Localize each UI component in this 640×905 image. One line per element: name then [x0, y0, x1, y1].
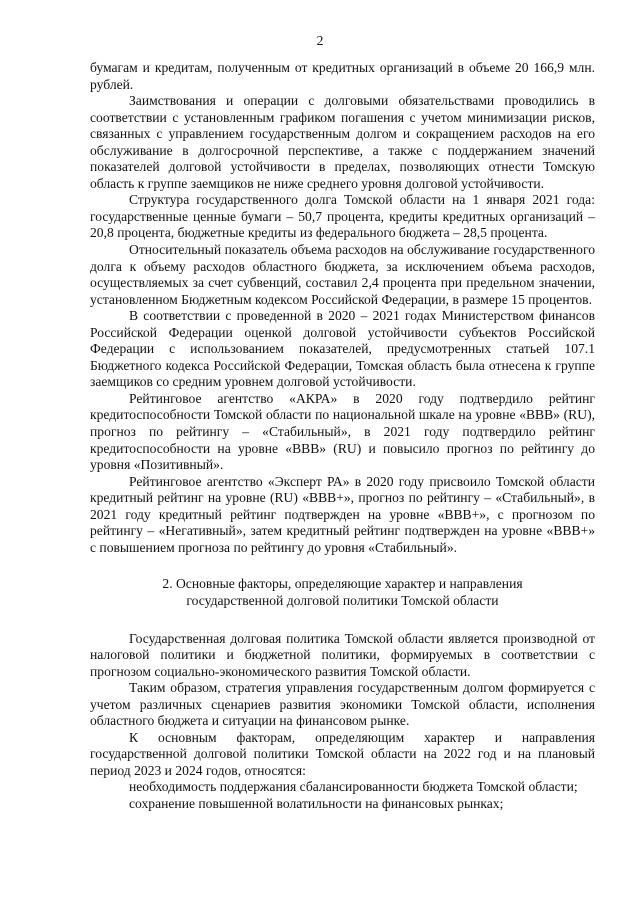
document-body: [90, 60, 595, 813]
paragraph-factors-intro: К основным факторам, определяющим характер и направления государственной долговой политики Томской области на 2022 год и на плановый период 2023 и 2024 годов, относятся:: [90, 729, 595, 778]
page-number: 2: [316, 33, 324, 48]
paragraph-debt-sustainability: В соответствии с проведенной в 2020 – 2021 годах Министерством финансов Российской Федерации оценкой долговой устойчивости субъектов Российской Федерации с использованием показателей, предусмотренных статьей 107.1 Бюджетного кодекса Российской Федерации, Томская область была отнесена к группе заемщиков со средним уровнем долговой устойчивости.: [90, 308, 595, 390]
paragraph-debt-policy: Государственная долговая политика Томской области является производной от налоговой политики и бюджетной политики, формируемых в соответствии с прогнозом социально-экономического развития Томской области.: [90, 630, 595, 679]
section-heading-line-1: 2. Основные факторы, определяющие характер и направления: [162, 576, 523, 592]
paragraph-akra-rating: Рейтинговое агентство «АКРА» в 2020 году подтвердило рейтинг кредитоспособности Томской области по национальной шкале на уровне «BBB» (RU), прогноз по рейтингу – «Стабильный», в 2021 году подтвердило рейтинг кредитоспособности на уровне «BBB» (RU) и повысило прогноз по рейтингу до уровня «Позитивный».: [90, 390, 595, 473]
section-heading-line-2: государственной долговой политики Томской области: [186, 592, 499, 608]
list-item-factor: необходимость поддержания сбалансированности бюджета Томской области;: [129, 779, 578, 795]
paragraph-expert-ra-rating: Рейтинговое агентство «Эксперт РА» в 2020 году присвоило Томской области кредитный рейтинг на уровне (RU) «BBB+», прогноз по рейтингу – «Стабильный», в 2021 году кредитный рейтинг подтвержден на уровне «BBB+», с прогнозом по рейтингу – «Негативный», затем кредитный рейтинг подтвержден на уровне «BBB+» с повышением прогноза по рейтингу до уровня «Стабильный».: [90, 473, 595, 555]
paragraph-debt-strategy: Таким образом, стратегия управления государственным долгом формируется с учетом различных сценариев развития экономики Томской области, исполнения областного бюджета и ситуации на финансовом рынке.: [90, 680, 595, 729]
paragraph-debt-service-ratio: Относительный показатель объема расходов на обслуживание государственного долга к объему расходов областного бюджета, за исключением объема расходов, осуществляемых за счет субвенций, составил 2,4 процента при предельном значении, установленном Бюджетным кодексом Российской Федерации, в размере 15 процентов.: [90, 242, 595, 307]
paragraph-borrowings: Заимствования и операции с долговыми обязательствами проводились в соответствии с установленным графиком погашения с учетом минимизации рисков, связанных с управлением государственным долгом и сокращением расходов на его обслуживание в долгосрочной перспективе, а также с поддержанием значений показателей долговой устойчивости в пределах, позволяющих отнести Томскую область к группе заемщиков не ниже среднего уровня долговой устойчивости.: [90, 93, 595, 191]
paragraph-debt-structure: Структура государственного долга Томской области на 1 января 2021 года: государственные ценные бумаги – 50,7 процента, кредиты кредитных организаций – 20,8 процента, бюджетные кредиты из федерального бюджета – 28,5 процента.: [90, 192, 595, 241]
section-heading: [90, 576, 595, 609]
list-item-factor: сохранение повышенной волатильности на финансовых рынках;: [129, 795, 504, 811]
paragraph-continuation: бумагам и кредитам, полученным от кредитных организаций в объеме 20 166,9 млн. рублей.: [90, 60, 595, 92]
